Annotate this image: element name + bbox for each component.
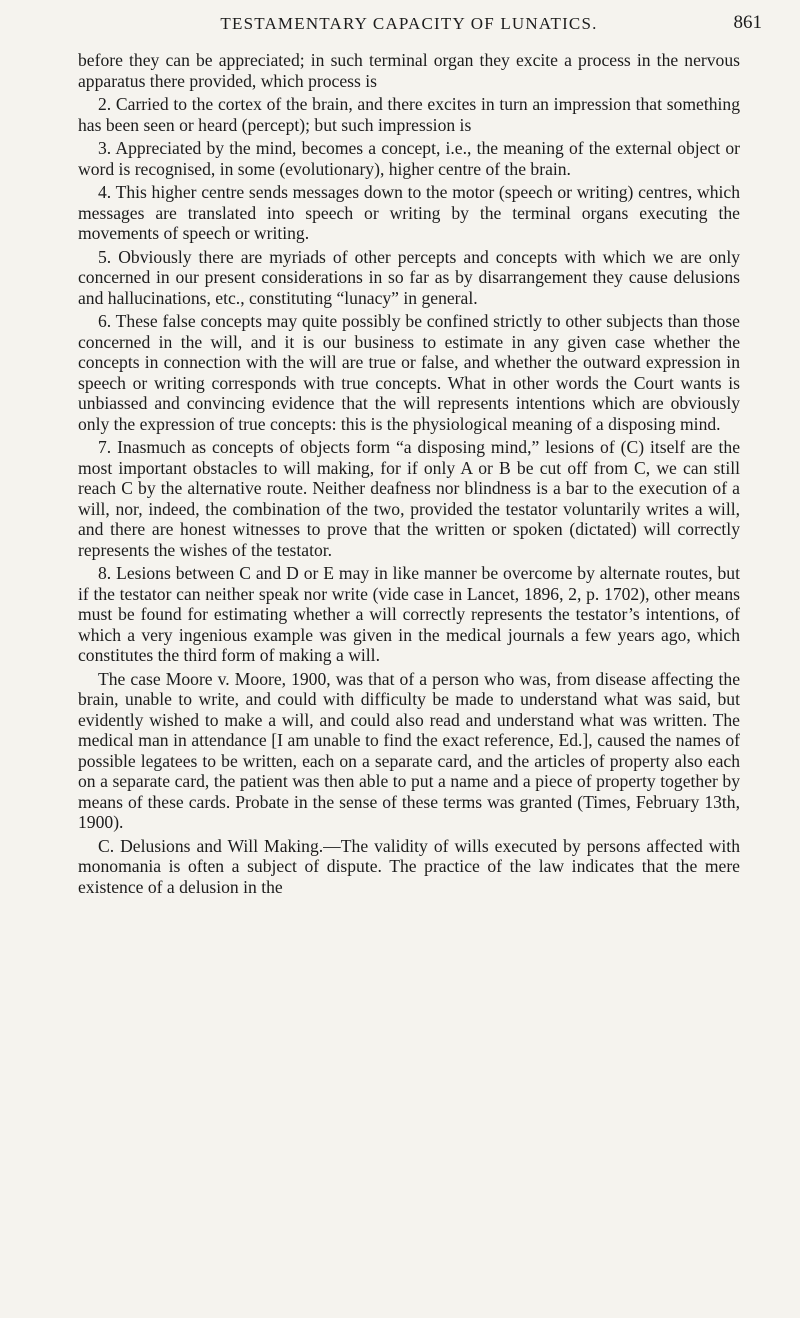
paragraph-8: 8. Lesions between C and D or E may in like manner be overcome by alternate routes, but if the testator can neither speak nor write (vide case in Lancet, 1896, 2, p. 1702), other means must be found for estimating whether a will correctly represents the testator’s intentions, of which a very ingenious example was given in the medical journals a few years ago, which constitutes the third form of making a will. — [78, 563, 740, 665]
paragraph-5: 5. Obviously there are myriads of other percepts and concepts with which we are only concerned in our present considerations in so far as by disarrangement they cause delusions and hallucinations, etc., constituting “lunacy” in general. — [78, 246, 740, 308]
paragraph-1: before they can be appreciated; in such terminal organ they excite a process in the nervous apparatus there provided, which process is — [78, 50, 740, 91]
paragraph-10: C. Delusions and Will Making.—The validity of wills executed by persons affected with monomania is often a subject of dispute. The practice of the law indicates that the mere existence of a delusion in the — [78, 835, 740, 897]
running-title: TESTAMENTARY CAPACITY OF LUNATICS. — [220, 14, 598, 33]
paragraph-3: 3. Appreciated by the mind, becomes a concept, i.e., the meaning of the external object or word is recognised, in some (evolutionary), higher centre of the brain. — [78, 138, 740, 179]
paragraph-6: 6. These false concepts may quite possibly be confined strictly to other subjects than those concerned in the will, and it is our business to estimate in any given case whether the concepts in connection with the will are true or false, and whether the outward expression in speech or writing corresponds with true concepts. What in other words the Court wants is unbiassed and convincing evidence that the will represents intentions which are obviously only the expression of true concepts: this is the physiological meaning of a disposing mind. — [78, 311, 740, 434]
page-number: 861 — [733, 12, 762, 33]
paragraph-9: The case Moore v. Moore, 1900, was that of a person who was, from disease affecting the brain, unable to write, and could with difficulty be made to understand what was said, but evidently wished to make a will, and could also read and understand what was written. The medical man in attendance [I am unable to find the exact reference, Ed.], caused the names of possible legatees to be written, each on a separate card, and the articles of property also each on a separate card, the patient was then able to put a name and a piece of property together by means of these cards. Probate in the sense of these terms was granted (Times, February 13th, 1900). — [78, 668, 740, 832]
paragraph-2: 2. Carried to the cortex of the brain, and there excites in turn an impression that something has been seen or heard (percept); but such impression is — [78, 94, 740, 135]
body-text — [78, 50, 740, 897]
paragraph-7: 7. Inasmuch as concepts of objects form “a disposing mind,” lesions of (C) itself are the most important obstacles to will making, for if only A or B be cut off from C, we can still reach C by the alternative route. Neither deafness nor blindness is a bar to the execution of a will, nor, indeed, the combination of the two, provided the testator voluntarily writes a will, and there are honest witnesses to prove that the written or spoken (dictated) will correctly represents the wishes of the testator. — [78, 437, 740, 560]
page-header — [78, 10, 762, 42]
paragraph-4: 4. This higher centre sends messages down to the motor (speech or writing) centres, which messages are translated into speech or writing by the terminal organs executing the movements of speech or writing. — [78, 182, 740, 243]
